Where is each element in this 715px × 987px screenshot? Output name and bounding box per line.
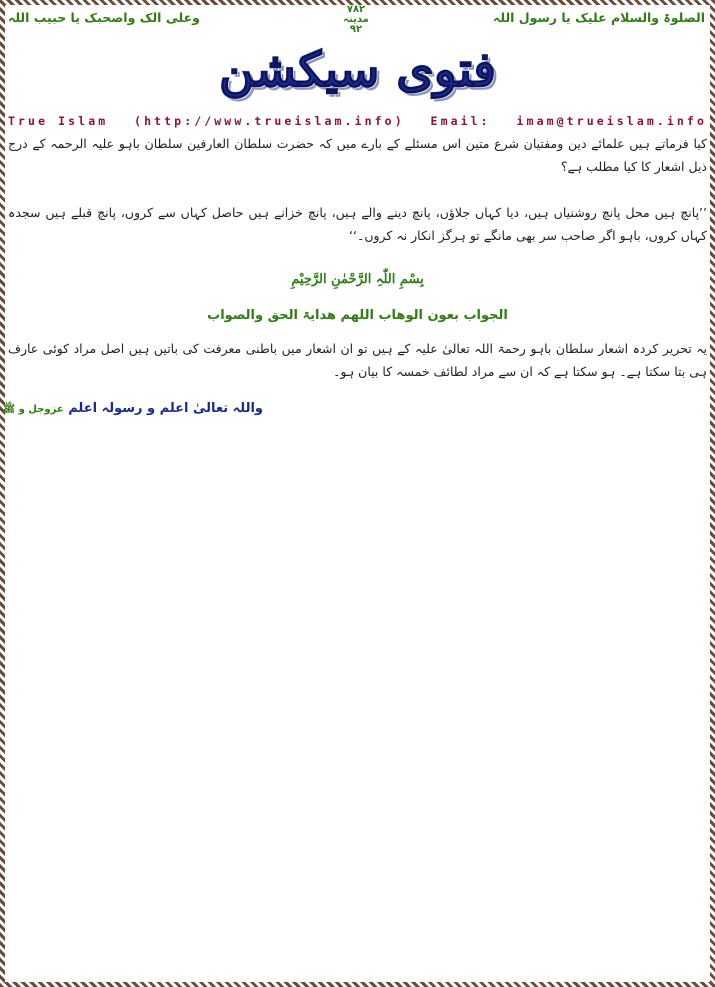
closing-text: واللہ تعالیٰ اعلم و رسولہ اعلم: [68, 401, 263, 416]
honorific-glyph: عزوجل و ﷺ: [3, 404, 64, 415]
site-url[interactable]: (http://www.trueislam.info): [134, 114, 405, 128]
question-paragraph: کیا فرماتے ہیں علمائے دین ومفتیان شرع متین اس مسئلے کے بارے میں کہ حضرت سلطان العارفین سلطان باہو علیہ الرحمہ کے درج ذیل اشعار کا کیا مطلب ہے؟: [8, 136, 707, 174]
site-name: True Islam: [8, 114, 109, 128]
page-label: مدینہ: [343, 14, 369, 25]
page-title: فتوی سیکشن: [218, 42, 497, 98]
page-sub: ۹۲: [349, 24, 363, 35]
site-info-line: [8, 114, 707, 128]
page-number: ۷۸۲: [346, 4, 366, 15]
site-email[interactable]: imam@trueislam.info: [516, 114, 707, 128]
salutation-left: وعلی الک واصحبک یا حبیب اللہ: [8, 10, 200, 25]
answer-paragraph: یہ تحریر کردہ اشعار سلطان باہو رحمۃ اللہ تعالیٰ علیہ کے ہیں تو ان اشعار میں باطنی معرفت کی باتیں ہیں اصل مراد کوئی عارف ہی بتا سکتا ہے۔ ہو سکتا ہے کہ ان سے مراد لطائف خمسہ کا بیان ہو۔: [8, 341, 707, 379]
jawab-heading: الجواب بعون الوھاب اللھم ھدایۃ الحق والصواب: [207, 308, 508, 323]
closing-line: [0, 401, 263, 417]
bismillah: بِسْمِ اللّٰہِ الرَّحْمٰنِ الرَّحِیْمِ: [291, 272, 424, 287]
email-label: Email:: [430, 114, 491, 128]
salutation-right: الصلوۃ والسلام علیک یا رسول اللہ: [493, 10, 705, 25]
verse-paragraph: ’’پانچ ہیں محل پانچ روشنیاں ہیں، دیا کہاں جلاؤں، پانچ دینے والے ہیں، پانچ خزانے ہیں حاصل کہاں سے کروں، پانچ قبلے ہیں سجدہ کہاں کروں، باہو اگر صاحب سر بھی مانگے تو ہرگز انکار نہ کروں۔‘‘: [8, 205, 707, 243]
page-number-block: [320, 5, 392, 35]
